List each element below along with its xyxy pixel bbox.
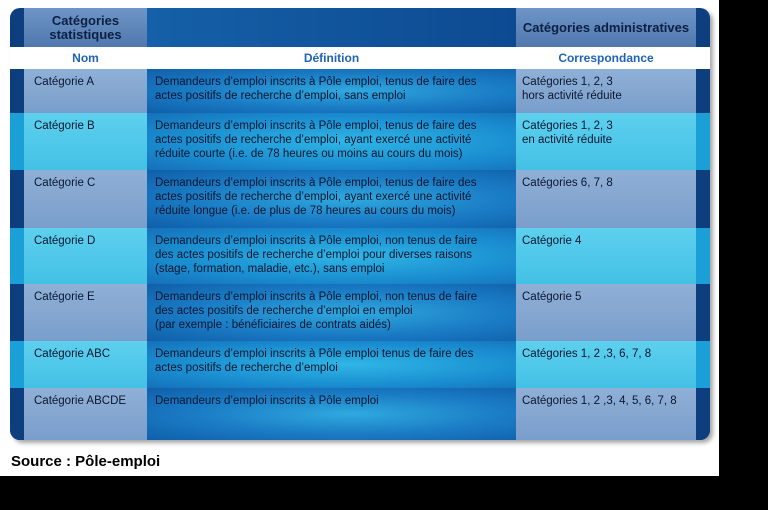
cell-definition — [147, 388, 516, 440]
table-row — [10, 170, 710, 228]
table-row — [10, 284, 710, 341]
subheader-correspondance: Correspondance — [558, 51, 654, 65]
cell-nom: Catégorie ABCDE — [24, 388, 147, 440]
row-edge-left — [10, 284, 24, 341]
cell-correspondance: Catégories 1, 2, 3 en activité réduite — [516, 113, 696, 170]
header-categories-statistiques: Catégories statistiques — [24, 8, 147, 47]
row-edge-left — [10, 341, 24, 388]
table-row — [10, 388, 710, 440]
row-edge-right — [696, 284, 710, 341]
row-edge-right — [696, 69, 710, 113]
source-caption: Source : Pôle-emploi — [11, 453, 161, 470]
table-row — [10, 228, 710, 284]
cell-correspondance: Catégorie 5 — [516, 284, 696, 341]
row-edge-left — [10, 113, 24, 170]
row-edge-right — [696, 170, 710, 228]
subheader-row — [10, 47, 710, 69]
cell-definition — [147, 113, 516, 170]
cell-correspondance: Catégories 1, 2 ,3, 4, 5, 6, 7, 8 — [516, 388, 696, 440]
table-row — [10, 69, 710, 113]
row-edge-left — [10, 170, 24, 228]
cell-definition-text: Demandeurs d’emploi inscrits à Pôle emploi — [155, 395, 379, 407]
cell-definition — [147, 69, 516, 113]
cell-correspondance: Catégories 1, 2 ,3, 6, 7, 8 — [516, 341, 696, 388]
row-edge-right — [696, 388, 710, 440]
header-categories-administratives: Catégories administratives — [516, 8, 696, 47]
cell-nom: Catégorie C — [24, 170, 147, 228]
cell-definition — [147, 341, 516, 388]
cell-nom: Catégorie E — [24, 284, 147, 341]
subheader-nom: Nom — [72, 51, 99, 65]
cell-definition-text: Demandeurs d’emploi inscrits à Pôle emploi, non tenus de faire des actes positifs de recherche d’emploi en emploi (par exemple : bénéficiaires de contrats aidés) — [155, 291, 478, 331]
row-edge-left — [10, 388, 24, 440]
cell-definition-text: Demandeurs d’emploi inscrits à Pôle emploi tenus de faire des actes positifs de recherche d’emploi — [155, 348, 474, 374]
row-edge-right — [696, 113, 710, 170]
cell-definition — [147, 284, 516, 341]
cell-correspondance: Catégorie 4 — [516, 228, 696, 284]
cell-definition-text: Demandeurs d’emploi inscrits à Pôle emploi, tenus de faire des actes positifs de recherche d’emploi, ayant exercé une activité réduite longue (i.e. de plus de 78 heures au cours du mois) — [155, 177, 477, 217]
header-middle-band — [147, 8, 516, 47]
cell-nom: Catégorie B — [24, 113, 147, 170]
cell-definition — [147, 170, 516, 228]
table-row — [10, 341, 710, 388]
row-edge-left — [10, 228, 24, 284]
cell-nom: Catégorie ABC — [24, 341, 147, 388]
cell-definition-text: Demandeurs d’emploi inscrits à Pôle emploi, non tenus de faire des actes positifs de recherche d’emploi pour diverses raisons (stage, formation, maladie, etc.), sans emploi — [155, 235, 478, 275]
cell-definition — [147, 228, 516, 284]
cell-correspondance: Catégories 6, 7, 8 — [516, 170, 696, 228]
subheader-definition: Définition — [303, 51, 360, 65]
cell-definition-text: Demandeurs d’emploi inscrits à Pôle emploi, tenus de faire des actes positifs de recherche d’emploi, sans emploi — [155, 76, 477, 102]
table-row — [10, 113, 710, 170]
cell-nom: Catégorie A — [24, 69, 147, 113]
row-edge-right — [696, 341, 710, 388]
cell-nom: Catégorie D — [24, 228, 147, 284]
cell-correspondance: Catégories 1, 2, 3 hors activité réduite — [516, 69, 696, 113]
row-edge-right — [696, 228, 710, 284]
row-edge-left — [10, 69, 24, 113]
categories-table — [10, 8, 710, 440]
cell-definition-text: Demandeurs d’emploi inscrits à Pôle emploi, tenus de faire des actes positifs de recherche d’emploi, ayant exercé une activité réduite courte (i.e. de 78 heures ou moins au cours du mois) — [155, 120, 477, 160]
